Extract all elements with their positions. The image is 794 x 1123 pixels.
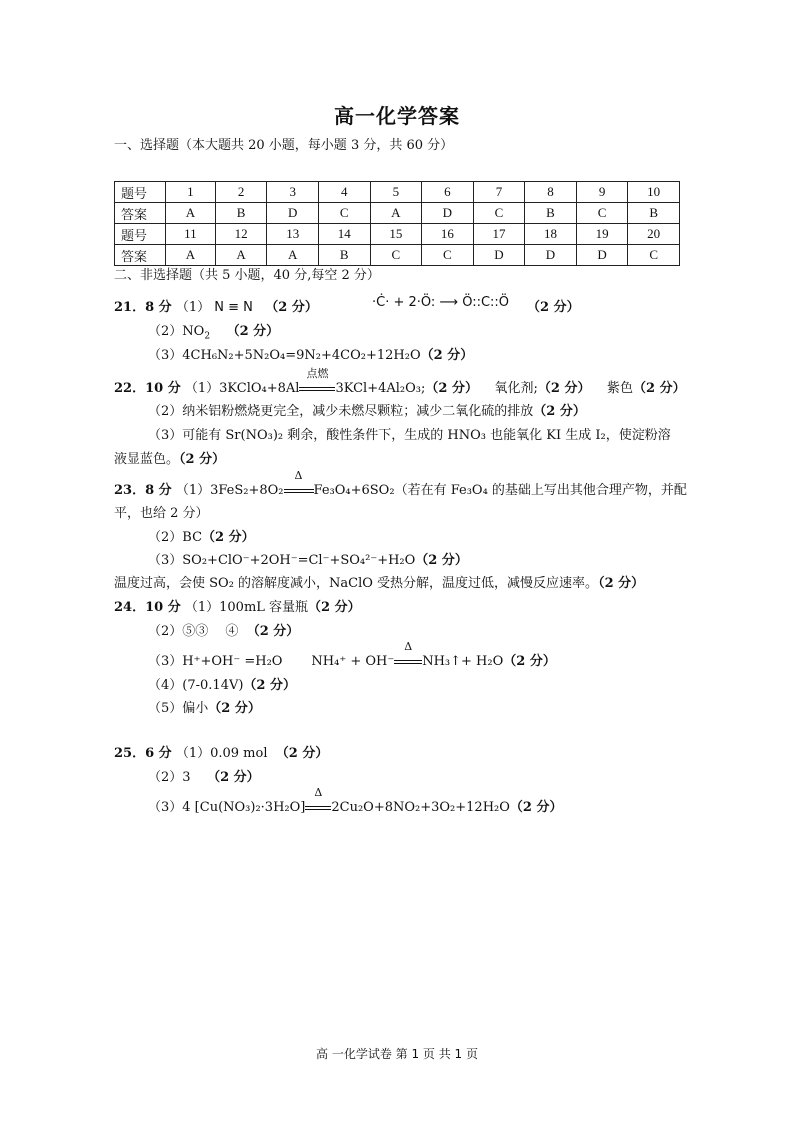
table-cell: D: [267, 203, 319, 224]
table-cell: D: [422, 203, 474, 224]
q23-eq-condition-text: Δ: [294, 469, 303, 482]
q23-part2: [148, 530, 255, 546]
q23-p3-score: （2 分）: [415, 553, 468, 568]
q23-explanation-text: 温度过高，会使 SO₂ 的溶解度减小，NaClO 受热分解，温度过低，减慢反应速率。: [114, 576, 599, 591]
table-row-header: 题号: [115, 224, 166, 245]
q25-p3-label: （3）: [148, 800, 183, 815]
table-cell: 16: [422, 224, 474, 245]
table-cell: B: [525, 203, 577, 224]
q24-p3-eq2-right: NH₃↑+ H₂O: [422, 654, 504, 669]
q22-part3-line1: （3）可能有 Sr(NO₃)₂ 剩余，酸性条件下，生成的 HNO₃ 也能氧化 KI 生成 I₂，使淀粉溶: [148, 428, 671, 443]
table-cell: B: [215, 203, 267, 224]
equals-sign-icon: [394, 660, 422, 664]
q21-part1: [114, 300, 318, 316]
table-cell: 8: [525, 182, 577, 203]
q24-p1-label: （1）: [184, 600, 220, 615]
q24-p2-label: （2）: [148, 624, 183, 639]
q24-p1-answer: 100mL 容量瓶: [219, 600, 309, 615]
q21-p1-formula: N ≡ N: [214, 300, 253, 315]
table-cell: 12: [215, 224, 267, 245]
page-footer: 高 一化学试卷 第 1 页 共 1 页: [316, 1047, 478, 1061]
q21-p1-label: （1）: [175, 300, 211, 315]
table-cell: 15: [370, 224, 422, 245]
q21-p2-score: （2 分）: [226, 324, 280, 339]
q21-p3-label: （3）: [148, 348, 183, 363]
table-cell: A: [215, 245, 267, 266]
table-cell: 10: [628, 182, 680, 203]
equals-sign-icon: [299, 387, 335, 391]
q25-eq-condition: [305, 786, 331, 816]
q25-eq-right: 2Cu₂O+8NO₂+3O₂+12H₂O: [331, 800, 510, 815]
q21-p2-answer: NO: [182, 324, 205, 339]
q23-number: 23．8 分: [114, 483, 172, 498]
q25-p1-score: （2 分）: [275, 746, 329, 761]
q24-part3: [148, 640, 556, 670]
table-cell: 3: [267, 182, 319, 203]
q25-part2: [148, 770, 260, 786]
q24-p3-eq2-left: NH₄⁺ + OH⁻: [311, 654, 395, 669]
q22-purple: 紫色: [607, 381, 634, 396]
q24-p3-eq1: H⁺+OH⁻ =H₂O: [182, 654, 283, 669]
table-row-header: 题号: [115, 182, 166, 203]
table-cell: 1: [166, 182, 216, 203]
table-cell: 13: [267, 224, 319, 245]
q21-number: 21．8 分: [114, 300, 172, 315]
q23-eq-left: 3FeS₂+8O₂: [210, 483, 284, 498]
choice-answer-table: [114, 181, 680, 266]
q23-explanation-score: （2 分）: [598, 576, 645, 591]
table-cell: 14: [318, 224, 370, 245]
q24-p2-answer: ⑤③ ④: [182, 624, 239, 639]
q23-p2-score: （2 分）: [202, 530, 255, 545]
table-cell: C: [576, 203, 628, 224]
table-row: [115, 182, 680, 203]
table-cell: 4: [318, 182, 370, 203]
table-cell: 18: [525, 224, 577, 245]
q25-p2-label: （2）: [148, 770, 183, 785]
q22-p2-score: （2 分）: [533, 404, 586, 419]
q25-number: 25．6 分: [114, 746, 172, 761]
q24-p1-score: （2 分）: [308, 600, 361, 615]
q22-part1: [114, 367, 686, 397]
table-cell: 17: [473, 224, 525, 245]
table-row-header: 答案: [115, 245, 166, 266]
q22-purple-score: （2 分）: [633, 381, 686, 396]
table-cell: 5: [370, 182, 422, 203]
q24-p4-label: （4）: [148, 678, 183, 693]
table-cell: B: [628, 203, 680, 224]
table-cell: 6: [422, 182, 474, 203]
table-cell: 11: [166, 224, 216, 245]
q24-part4: [148, 678, 296, 694]
q24-eq-condition-text: Δ: [404, 640, 413, 653]
q25-eq-left: 4 [Cu(NO₃)₂·3H₂O]: [182, 800, 306, 815]
q22-eq-condition: [299, 367, 335, 397]
section-1-heading: 一、选择题（本大题共 20 小题，每小题 3 分，共 60 分）: [114, 138, 454, 153]
q23-part3: [148, 553, 468, 569]
table-cell: A: [370, 203, 422, 224]
table-row-header: 答案: [115, 203, 166, 224]
q23-explanation: [114, 576, 644, 592]
q21-p1-score: （2 分）: [265, 300, 318, 315]
q22-p2-text: （2）纳米铝粉燃烧更完全，减少未燃尽颗粒；减少二氧化硫的排放: [148, 404, 534, 419]
table-row: [115, 224, 680, 245]
q24-part2: [148, 624, 299, 640]
q24-p3-label: （3）: [148, 654, 183, 669]
q23-p2-answer: BC: [182, 530, 203, 545]
q22-eq-condition-text: 点燃: [306, 367, 329, 380]
table-cell: D: [473, 245, 525, 266]
table-cell: B: [318, 245, 370, 266]
table-cell: 19: [576, 224, 628, 245]
equals-sign-icon: [305, 806, 331, 810]
q25-p2-score: （2 分）: [207, 770, 260, 785]
q25-p1-answer: 0.09 mol: [210, 746, 268, 761]
q22-p1-label: （1）: [184, 381, 220, 396]
q22-p3-text: 液显蓝色。: [114, 452, 180, 467]
q21-lewis-score: （2 分）: [527, 300, 580, 315]
equals-sign-icon: [284, 489, 314, 493]
table-cell: C: [422, 245, 474, 266]
q21-lewis-structure: ·Ċ· + 2·Ö: ⟶ Ö::C::Ö: [372, 295, 510, 310]
q25-p2-answer: 3: [182, 770, 191, 785]
q24-number: 24．10 分: [114, 600, 181, 615]
q24-part5: [148, 701, 261, 717]
table-cell: 7: [473, 182, 525, 203]
q23-p3-answer: SO₂+ClO⁻+2OH⁻=Cl⁻+SO₄²⁻+H₂O: [182, 553, 416, 568]
q23-note-line2: 平，也给 2 分）: [114, 506, 209, 521]
q25-part3: [148, 786, 563, 816]
table-cell: A: [166, 245, 216, 266]
table-cell: C: [318, 203, 370, 224]
q23-eq-condition: [284, 469, 314, 499]
q22-part3-line2: [114, 452, 225, 468]
q24-p5-label: （5）: [148, 701, 183, 716]
q22-part2: [148, 404, 586, 420]
q24-part1: [114, 600, 361, 616]
q25-p1-label: （1）: [175, 746, 211, 761]
table-cell: 20: [628, 224, 680, 245]
q25-p3-score: （2 分）: [509, 800, 563, 815]
q24-eq-condition: [394, 640, 422, 670]
q22-p3-score: （2 分）: [179, 452, 226, 467]
q24-p5-score: （2 分）: [208, 701, 261, 716]
table-cell: C: [628, 245, 680, 266]
q24-p4-answer: (7-0.14V): [182, 678, 244, 693]
q24-p3-score: （2 分）: [503, 654, 556, 669]
q23-eq-right: Fe₃O₄+6SO₂: [313, 483, 395, 498]
q25-eq-condition-text: Δ: [314, 786, 323, 799]
q22-eq-left: 3KClO₄+8Al: [219, 381, 300, 396]
table-cell: D: [525, 245, 577, 266]
q23-p3-label: （3）: [148, 553, 183, 568]
q22-eq-right: 3KCl+4Al₂O₃;: [335, 381, 426, 396]
q23-p1-label: （1）: [175, 483, 211, 498]
q25-part1: [114, 746, 328, 762]
table-cell: A: [166, 203, 216, 224]
table-cell: 9: [576, 182, 628, 203]
table-cell: C: [370, 245, 422, 266]
q24-p5-answer: 偏小: [182, 701, 209, 716]
table-row: [115, 203, 680, 224]
q24-p2-score: （2 分）: [246, 624, 300, 639]
table-cell: D: [576, 245, 628, 266]
table-cell: A: [267, 245, 319, 266]
section-2-heading: 二、非选择题（共 5 小题，40 分,每空 2 分）: [114, 268, 380, 283]
q21-p3-score: （2 分）: [420, 348, 474, 363]
table-cell: C: [473, 203, 525, 224]
q21-p2-label: （2）: [148, 324, 183, 339]
q23-p2-label: （2）: [148, 530, 183, 545]
q21-p3-answer: 4CH₆N₂+5N₂O₄=9N₂+4CO₂+12H₂O: [182, 348, 421, 363]
q24-p4-score: （2 分）: [243, 678, 296, 693]
table-cell: 2: [215, 182, 267, 203]
q22-number: 22．10 分: [114, 381, 181, 396]
q21-part3: [148, 348, 473, 364]
page-title: 高一化学答案: [334, 104, 460, 128]
table-row: [115, 245, 680, 266]
q23-note-line1: （若在有 Fe₃O₄ 的基础上写出其他合理产物，并配: [394, 483, 687, 498]
q22-eq-score: （2 分）: [425, 381, 478, 396]
q21-part2: $(2)NO_2$ （2 分）: [148, 324, 280, 342]
q22-oxidizer: 氧化剂;: [494, 381, 538, 396]
q23-part1: [114, 469, 687, 499]
q22-oxidizer-score: （2 分）: [537, 381, 591, 396]
